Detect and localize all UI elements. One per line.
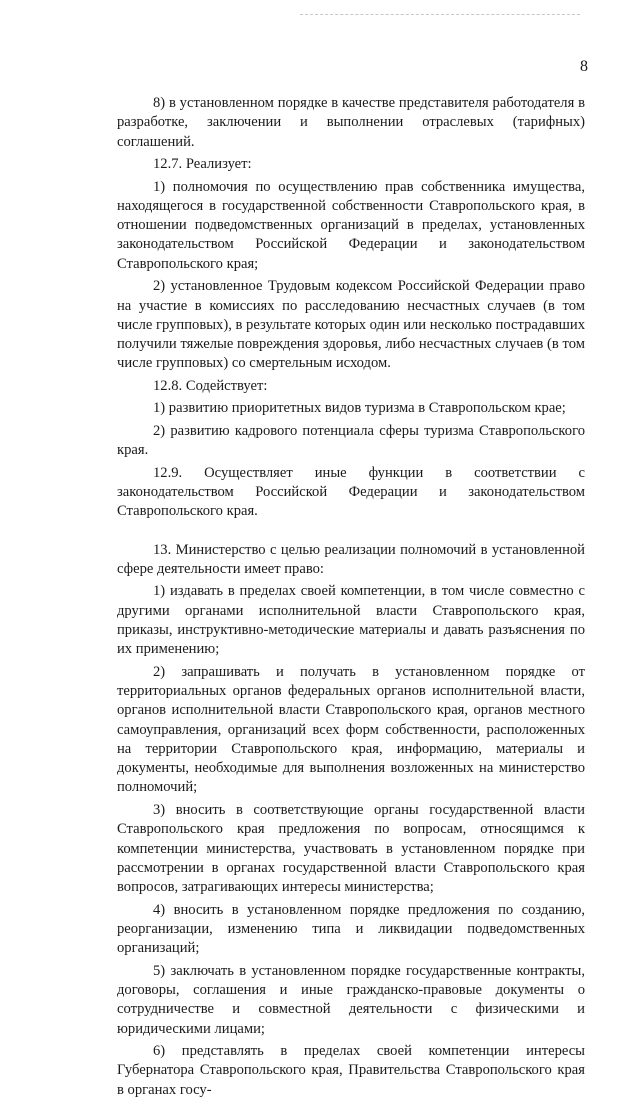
page-number: 8 — [580, 58, 588, 75]
paragraph: 3) вносить в соответствующие органы государственной власти Ставропольского края предложения по вопросам, относящимся к компетенции министерства, участвовать в установленном порядке при рассмотрении в органах государственной власти Ставропольского края вопросов, затрагивающих интересы министерства; — [117, 801, 585, 896]
paragraph: 12.9. Осуществляет иные функции в соответствии с законодательством Российской Федерации и законодательством Ставропольского края. — [117, 464, 585, 520]
paragraph: 5) заключать в установленном порядке государственные контракты, договоры, соглашения и иные гражданско-правовые документы о сотрудничестве и совместной деятельности с физическими и юридическими лицами; — [117, 962, 585, 1037]
paragraph: 2) запрашивать и получать в установленном порядке от территориальных органов федеральных органов исполнительной власти, органов исполнительной власти Ставропольского края, органов местного самоуправления, организаций всех форм собственности, расположенных на территории Ставропольского края, информацию, материалы и документы, необходимые для выполнения возложенных на министерство полномочий; — [117, 663, 585, 796]
paragraph: 8) в установленном порядке в качестве представителя работодателя в разработке, заключении и выполнении отраслевых (тарифных) соглашений. — [117, 95, 585, 150]
paragraph: 2) установленное Трудовым кодексом Российской Федерации право на участие в комиссиях по расследованию несчастных случаев (в том числе групповых), в результате которых один или несколько пострадавших получили тяжелые повреждения здоровья, либо несчастных случаев (в том числе групповых) со смертельным исходом. — [117, 278, 585, 372]
paragraph: 4) вносить в установленном порядке предложения по созданию, реорганизации, изменению типа и ликвидации подведомственных организаций; — [117, 901, 585, 957]
paragraph: 13. Министерство с целью реализации полномочий в установленной сфере деятельности имеет право: — [117, 541, 585, 577]
paragraph: 12.8. Содействует: — [153, 377, 268, 394]
scan-artifact-line — [300, 14, 580, 15]
paragraph: 2) развитию кадрового потенциала сферы туризма Ставропольского края. — [117, 422, 585, 459]
paragraph: 12.7. Реализует: — [153, 156, 252, 173]
paragraph: 6) представлять в пределах своей компетенции интересы Губернатора Ставропольского края, Правительства Ставропольского края в органах госу- — [117, 1043, 585, 1098]
document-body — [117, 94, 585, 1103]
paragraph: 1) развитию приоритетных видов туризма в Ставропольском крае; — [153, 400, 566, 417]
paragraph: 1) полномочия по осуществлению прав собственника имущества, находящегося в государственной собственности Ставропольского края, в отношении подведомственных организаций в пределах, установленных законодательством Российской Федерации и законодательством Ставропольского края; — [117, 178, 585, 272]
paragraph: 1) издавать в пределах своей компетенции, в том числе совместно с другими органами исполнительной власти Ставропольского края, приказы, инструктивно-методические материалы и давать разъяснения по их применению; — [117, 583, 585, 658]
